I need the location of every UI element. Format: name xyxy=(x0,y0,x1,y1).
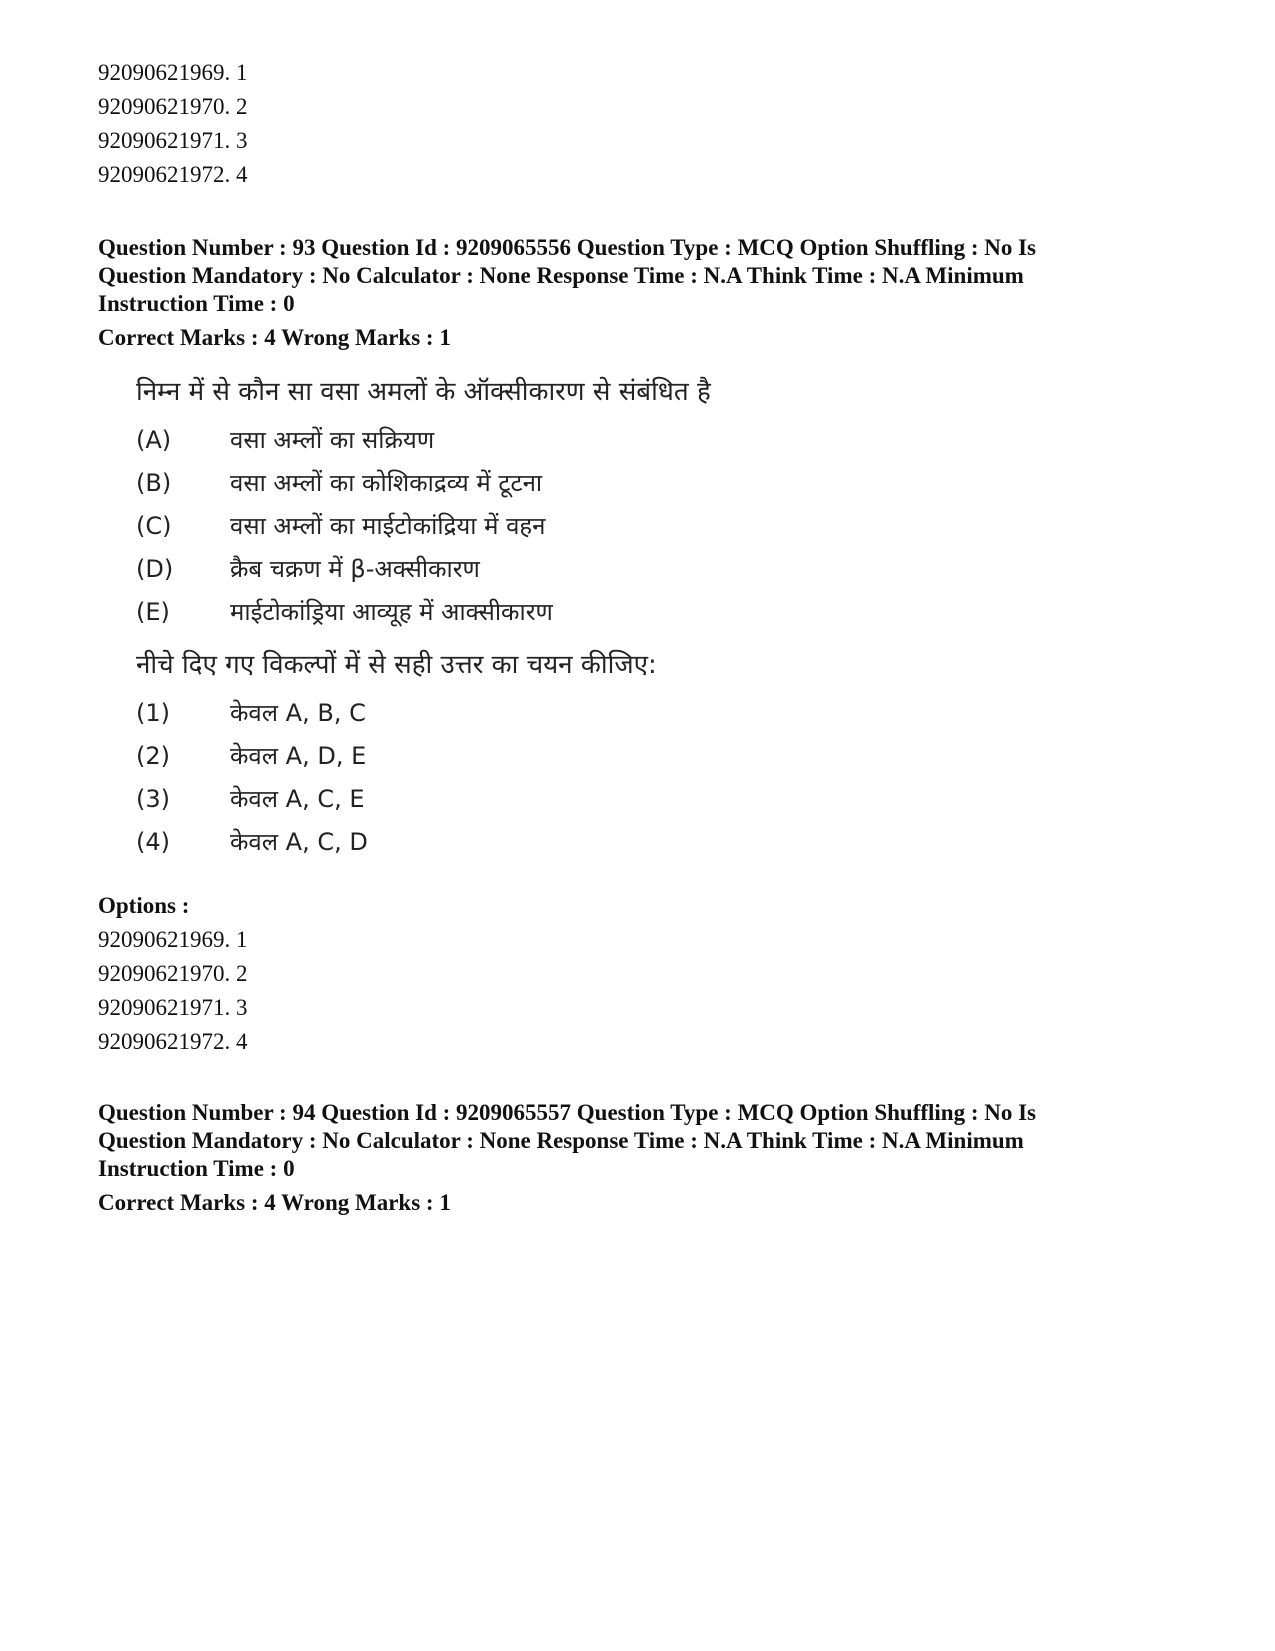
option-line: 92090621971. 3 xyxy=(98,128,248,153)
statement-text: वसा अम्लों का माईटोकांद्रिया में वहन xyxy=(230,512,546,540)
choice-label: (2) xyxy=(136,742,170,770)
statement-label: (A) xyxy=(136,426,172,454)
previous-options-list xyxy=(98,56,1188,192)
choice-text: केवल A, C, E xyxy=(230,785,365,813)
statement-label: (B) xyxy=(136,469,172,497)
question-marks: Correct Marks : 4 Wrong Marks : 1 xyxy=(98,325,451,350)
statement-label: (D) xyxy=(136,555,174,583)
question-meta-line: Question Number : 93 Question Id : 9209065556 Question Type : MCQ Option Shuffling : No Is xyxy=(98,235,1037,260)
choice-list xyxy=(136,695,836,867)
statement-item xyxy=(136,551,836,594)
statement-label: (E) xyxy=(136,598,170,626)
statement-item xyxy=(136,422,836,465)
question-instruction: नीचे दिए गए विकल्पों में से सही उत्तर का चयन कीजिए: xyxy=(136,650,657,680)
statement-text: माईटोकांड्रिया आव्यूह में आक्सीकारण xyxy=(230,598,553,626)
option-line: 92090621969. 1 xyxy=(98,927,248,952)
question-meta-line: Instruction Time : 0 xyxy=(98,1156,295,1181)
question-meta-line: Question Mandatory : No Calculator : None Response Time : N.A Think Time : N.A Minimum xyxy=(98,1128,1024,1153)
statement-text: वसा अम्लों का कोशिकाद्रव्य में टूटना xyxy=(230,469,543,497)
choice-item xyxy=(136,781,836,824)
question-93-block xyxy=(98,234,1188,1059)
option-line: 92090621972. 4 xyxy=(98,162,248,187)
option-line: 92090621971. 3 xyxy=(98,995,248,1020)
statement-text: क्रैब चक्रण में β-अक्सीकारण xyxy=(230,555,480,583)
choice-label: (4) xyxy=(136,828,170,856)
question-marks: Correct Marks : 4 Wrong Marks : 1 xyxy=(98,1190,451,1215)
options-heading: Options : xyxy=(98,893,190,918)
question-meta-line: Question Number : 94 Question Id : 9209065557 Question Type : MCQ Option Shuffling : No Is xyxy=(98,1100,1037,1125)
statement-item xyxy=(136,465,836,508)
statement-item xyxy=(136,594,836,637)
choice-label: (1) xyxy=(136,699,170,727)
question-stem: निम्न में से कौन सा वसा अमलों के ऑक्सीकारण से संबंधित है xyxy=(136,377,711,407)
option-line: 92090621969. 1 xyxy=(98,60,248,85)
choice-label: (3) xyxy=(136,785,170,813)
question-image xyxy=(136,372,836,867)
question-meta-line: Question Mandatory : No Calculator : None Response Time : N.A Think Time : N.A Minimum xyxy=(98,263,1024,288)
question-meta-line: Instruction Time : 0 xyxy=(98,291,295,316)
statement-text: वसा अम्लों का सक्रियण xyxy=(230,426,435,454)
option-line: 92090621970. 2 xyxy=(98,94,248,119)
option-line: 92090621972. 4 xyxy=(98,1029,248,1054)
statement-label: (C) xyxy=(136,512,172,540)
question-94-block xyxy=(98,1099,1188,1217)
choice-text: केवल A, B, C xyxy=(230,699,366,727)
statement-list xyxy=(136,422,836,637)
choice-text: केवल A, D, E xyxy=(230,742,367,770)
document-page xyxy=(98,56,1188,1217)
choice-item xyxy=(136,695,836,738)
statement-item xyxy=(136,508,836,551)
choice-text: केवल A, C, D xyxy=(230,828,368,856)
choice-item xyxy=(136,824,836,867)
choice-item xyxy=(136,738,836,781)
option-line: 92090621970. 2 xyxy=(98,961,248,986)
options-list xyxy=(98,923,1188,1059)
